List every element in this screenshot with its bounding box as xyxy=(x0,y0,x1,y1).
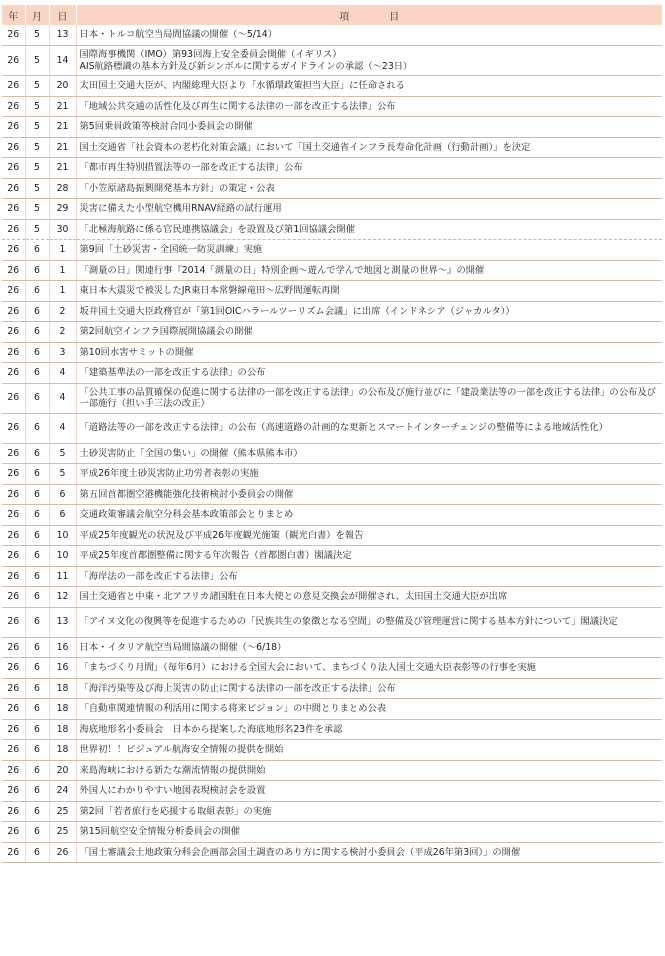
item-cell: 東日本大震災で被災したJR東日本常磐線竜田〜広野間運転再開 xyxy=(76,281,662,302)
month-cell: 6 xyxy=(25,781,49,802)
year-cell: 26 xyxy=(2,363,25,384)
year-cell: 26 xyxy=(2,842,25,863)
month-cell: 5 xyxy=(25,46,49,76)
year-cell: 26 xyxy=(2,464,25,485)
table-row xyxy=(2,219,662,240)
item-cell: 日本・トルコ航空当局間協議の開催（〜5/14） xyxy=(76,25,662,46)
item-cell: 第9回「土砂災害・全国統一防災訓練」実施 xyxy=(76,240,662,261)
table-row xyxy=(2,760,662,781)
day-cell: 16 xyxy=(49,637,76,658)
day-cell: 28 xyxy=(49,178,76,199)
item-cell: 外国人にわかりやすい地図表現検討会を設置 xyxy=(76,781,662,802)
item-cell: 「道路法等の一部を改正する法律」の公布（高速道路の計画的な更新とスマートインターチェンジの整備等による地域活性化） xyxy=(76,413,662,443)
item-cell: 災害に備えた小型航空機用RNAV経路の試行運用 xyxy=(76,199,662,220)
year-cell: 26 xyxy=(2,322,25,343)
table-row xyxy=(2,781,662,802)
year-cell: 26 xyxy=(2,658,25,679)
month-cell: 6 xyxy=(25,525,49,546)
item-cell: 第五回首都圏空港機能強化技術検討小委員会の開催 xyxy=(76,484,662,505)
item-cell: 国土交通省「社会資本の老朽化対策会議」において「国土交通省インフラ長寿命化計画（行動計画）」を決定 xyxy=(76,137,662,158)
month-cell: 5 xyxy=(25,178,49,199)
item-cell: 「まちづくり月間」（毎年6月）における全国大会において、まちづくり法人国土交通大臣表彰等の行事を実施 xyxy=(76,658,662,679)
day-cell: 2 xyxy=(49,322,76,343)
year-cell: 26 xyxy=(2,413,25,443)
month-cell: 6 xyxy=(25,505,49,526)
item-cell: 日本・イタリア航空当局間協議の開催（〜6/18） xyxy=(76,637,662,658)
table-row xyxy=(2,240,662,261)
table-row xyxy=(2,76,662,97)
month-cell: 6 xyxy=(25,484,49,505)
day-cell: 29 xyxy=(49,199,76,220)
item-cell: 第15回航空安全情報分析委員会の開催 xyxy=(76,822,662,843)
table-body xyxy=(2,25,662,863)
table-row xyxy=(2,178,662,199)
item-cell: 太田国土交通大臣が、内閣総理大臣より「水循環政策担当大臣」に任命される xyxy=(76,76,662,97)
table-row xyxy=(2,342,662,363)
item-cell: 来島海峡における新たな潮流情報の提供開始 xyxy=(76,760,662,781)
table-row xyxy=(2,525,662,546)
month-cell: 6 xyxy=(25,658,49,679)
year-cell: 26 xyxy=(2,199,25,220)
year-cell: 26 xyxy=(2,566,25,587)
month-cell: 6 xyxy=(25,413,49,443)
table-row xyxy=(2,443,662,464)
item-cell: 「国土審議会土地政策分科会企画部会国土調査のあり方に関する検討小委員会（平成26年第3回）」の開催 xyxy=(76,842,662,863)
item-cell: 世界初！！ビジュアル航海安全情報の提供を開始 xyxy=(76,740,662,761)
table-row xyxy=(2,158,662,179)
year-cell: 26 xyxy=(2,76,25,97)
table-row xyxy=(2,719,662,740)
day-cell: 6 xyxy=(49,484,76,505)
month-cell: 6 xyxy=(25,363,49,384)
year-cell: 26 xyxy=(2,301,25,322)
year-cell: 26 xyxy=(2,46,25,76)
chronology-table xyxy=(2,5,662,863)
year-cell: 26 xyxy=(2,484,25,505)
day-cell: 1 xyxy=(49,240,76,261)
table-row xyxy=(2,607,662,637)
item-cell: 坂井国土交通大臣政務官が「第1回OICハラールツーリズム会議」に出席（インドネシア（ジャカルタ）） xyxy=(76,301,662,322)
month-cell: 6 xyxy=(25,678,49,699)
month-cell: 6 xyxy=(25,342,49,363)
month-cell: 6 xyxy=(25,546,49,567)
month-cell: 6 xyxy=(25,443,49,464)
table-row xyxy=(2,137,662,158)
item-cell: 第5回乗員政策等検討合同小委員会の開催 xyxy=(76,117,662,138)
year-cell: 26 xyxy=(2,637,25,658)
day-cell: 20 xyxy=(49,76,76,97)
month-cell: 5 xyxy=(25,137,49,158)
day-cell: 11 xyxy=(49,566,76,587)
day-cell: 18 xyxy=(49,719,76,740)
month-cell: 6 xyxy=(25,822,49,843)
item-cell: 「都市再生特別措置法等の一部を改正する法律」公布 xyxy=(76,158,662,179)
year-cell: 26 xyxy=(2,678,25,699)
table-row xyxy=(2,25,662,46)
month-cell: 6 xyxy=(25,240,49,261)
table-header xyxy=(2,5,662,25)
table-row xyxy=(2,637,662,658)
item-cell: 「自動車関連情報の利活用に関する将来ビジョン」の中間とりまとめ公表 xyxy=(76,699,662,720)
item-cell: 「北極海航路に係る官民連携協議会」を設置及び第1回協議会開催 xyxy=(76,219,662,240)
year-cell: 26 xyxy=(2,822,25,843)
year-cell: 26 xyxy=(2,342,25,363)
table-row xyxy=(2,46,662,76)
day-cell: 20 xyxy=(49,760,76,781)
day-cell: 24 xyxy=(49,781,76,802)
table-row xyxy=(2,505,662,526)
year-cell: 26 xyxy=(2,607,25,637)
day-cell: 21 xyxy=(49,158,76,179)
table-row xyxy=(2,658,662,679)
item-cell: 「小笠原諸島振興開発基本方針」の策定・公表 xyxy=(76,178,662,199)
item-cell: 「測量の日」関連行事『2014「測量の日」特別企画〜遊んで学んで地図と測量の世界〜』の開催 xyxy=(76,260,662,281)
year-cell: 26 xyxy=(2,281,25,302)
year-cell: 26 xyxy=(2,699,25,720)
day-cell: 18 xyxy=(49,699,76,720)
year-cell: 26 xyxy=(2,525,25,546)
day-cell: 4 xyxy=(49,383,76,413)
day-cell: 6 xyxy=(49,505,76,526)
month-cell: 6 xyxy=(25,607,49,637)
table-row xyxy=(2,96,662,117)
year-cell: 26 xyxy=(2,383,25,413)
item-cell: 国際海事機関（IMO）第93回海上安全委員会開催（イギリス） AIS航路標識の基本方針及び新シンボルに関するガイドラインの承認（〜23日） xyxy=(76,46,662,76)
year-cell: 26 xyxy=(2,546,25,567)
day-cell: 10 xyxy=(49,546,76,567)
year-cell: 26 xyxy=(2,178,25,199)
day-cell: 26 xyxy=(49,842,76,863)
year-header: 年 xyxy=(2,5,25,25)
table-row xyxy=(2,363,662,384)
table-row xyxy=(2,678,662,699)
year-cell: 26 xyxy=(2,760,25,781)
day-cell: 3 xyxy=(49,342,76,363)
item-cell: 平成26年度土砂災害防止功労者表彰の実施 xyxy=(76,464,662,485)
month-cell: 6 xyxy=(25,801,49,822)
day-cell: 4 xyxy=(49,363,76,384)
item-cell: 国土交通省と中東・北アフリカ諸国駐在日本大使との意見交換会が開催され、太田国土交通大臣が出席 xyxy=(76,587,662,608)
month-cell: 6 xyxy=(25,760,49,781)
day-cell: 13 xyxy=(49,607,76,637)
day-cell: 21 xyxy=(49,137,76,158)
month-cell: 6 xyxy=(25,566,49,587)
year-cell: 26 xyxy=(2,801,25,822)
month-cell: 5 xyxy=(25,96,49,117)
year-cell: 26 xyxy=(2,240,25,261)
item-cell: 海底地形名小委員会 日本から提案した海底地形名23件を承認 xyxy=(76,719,662,740)
day-cell: 10 xyxy=(49,525,76,546)
year-cell: 26 xyxy=(2,740,25,761)
table-row xyxy=(2,413,662,443)
item-cell: 「公共工事の品質確保の促進に関する法律の一部を改正する法律」の公布及び施行並びに「建設業法等の一部を改正する法律」の公布及び一部施行（担い手三法の改正） xyxy=(76,383,662,413)
day-cell: 16 xyxy=(49,658,76,679)
item-cell: 第2回「若者旅行を応援する取組表彰」の実施 xyxy=(76,801,662,822)
day-cell: 2 xyxy=(49,301,76,322)
item-cell: 「海洋汚染等及び海上災害の防止に関する法律の一部を改正する法律」公布 xyxy=(76,678,662,699)
month-cell: 6 xyxy=(25,699,49,720)
day-cell: 21 xyxy=(49,96,76,117)
year-cell: 26 xyxy=(2,96,25,117)
year-cell: 26 xyxy=(2,137,25,158)
table-row xyxy=(2,260,662,281)
day-cell: 1 xyxy=(49,260,76,281)
table-row xyxy=(2,587,662,608)
month-cell: 6 xyxy=(25,719,49,740)
item-cell: 交通政策審議会航空分科会基本政策部会とりまとめ xyxy=(76,505,662,526)
item-cell: 「地域公共交通の活性化及び再生に関する法律の一部を改正する法律」公布 xyxy=(76,96,662,117)
table-row xyxy=(2,464,662,485)
year-cell: 26 xyxy=(2,158,25,179)
item-cell: 第10回水害サミットの開催 xyxy=(76,342,662,363)
month-cell: 6 xyxy=(25,301,49,322)
month-cell: 5 xyxy=(25,199,49,220)
table-row xyxy=(2,699,662,720)
table-row xyxy=(2,199,662,220)
month-header: 月 xyxy=(25,5,49,25)
month-cell: 6 xyxy=(25,260,49,281)
table-row xyxy=(2,301,662,322)
table-row xyxy=(2,546,662,567)
day-header: 日 xyxy=(49,5,76,25)
month-cell: 5 xyxy=(25,158,49,179)
year-cell: 26 xyxy=(2,25,25,46)
item-cell: 土砂災害防止「全国の集い」の開催（熊本県熊本市） xyxy=(76,443,662,464)
table-row xyxy=(2,801,662,822)
day-cell: 18 xyxy=(49,678,76,699)
table-row xyxy=(2,117,662,138)
year-cell: 26 xyxy=(2,719,25,740)
day-cell: 4 xyxy=(49,413,76,443)
month-cell: 5 xyxy=(25,76,49,97)
item-cell: 平成25年度首都圏整備に関する年次報告（首都圏白書）閣議決定 xyxy=(76,546,662,567)
month-cell: 6 xyxy=(25,842,49,863)
day-cell: 25 xyxy=(49,801,76,822)
item-cell: 「アイヌ文化の復興等を促進するための「民族共生の象徴となる空間」の整備及び管理運営に関する基本方針について」閣議決定 xyxy=(76,607,662,637)
day-cell: 13 xyxy=(49,25,76,46)
table-row xyxy=(2,822,662,843)
table-row xyxy=(2,383,662,413)
month-cell: 5 xyxy=(25,25,49,46)
year-cell: 26 xyxy=(2,117,25,138)
year-cell: 26 xyxy=(2,260,25,281)
table-row xyxy=(2,281,662,302)
table-row xyxy=(2,322,662,343)
item-cell: 「海岸法の一部を改正する法律」公布 xyxy=(76,566,662,587)
day-cell: 18 xyxy=(49,740,76,761)
year-cell: 26 xyxy=(2,219,25,240)
table-row xyxy=(2,842,662,863)
month-cell: 6 xyxy=(25,740,49,761)
month-cell: 6 xyxy=(25,281,49,302)
year-cell: 26 xyxy=(2,781,25,802)
table-row xyxy=(2,740,662,761)
day-cell: 1 xyxy=(49,281,76,302)
month-cell: 5 xyxy=(25,219,49,240)
day-cell: 30 xyxy=(49,219,76,240)
item-cell: 「建築基準法の一部を改正する法律」の公布 xyxy=(76,363,662,384)
month-cell: 6 xyxy=(25,637,49,658)
table-row xyxy=(2,566,662,587)
year-cell: 26 xyxy=(2,505,25,526)
month-cell: 6 xyxy=(25,464,49,485)
year-cell: 26 xyxy=(2,443,25,464)
month-cell: 5 xyxy=(25,117,49,138)
day-cell: 5 xyxy=(49,443,76,464)
day-cell: 5 xyxy=(49,464,76,485)
day-cell: 12 xyxy=(49,587,76,608)
day-cell: 14 xyxy=(49,46,76,76)
day-cell: 25 xyxy=(49,822,76,843)
item-header: 項 目 xyxy=(76,5,662,25)
year-cell: 26 xyxy=(2,587,25,608)
table-row xyxy=(2,484,662,505)
item-cell: 平成25年度観光の状況及び平成26年度観光施策（観光白書）を報告 xyxy=(76,525,662,546)
month-cell: 6 xyxy=(25,383,49,413)
month-cell: 6 xyxy=(25,587,49,608)
item-cell: 第2回航空インフラ国際展開協議会の開催 xyxy=(76,322,662,343)
month-cell: 6 xyxy=(25,322,49,343)
day-cell: 21 xyxy=(49,117,76,138)
